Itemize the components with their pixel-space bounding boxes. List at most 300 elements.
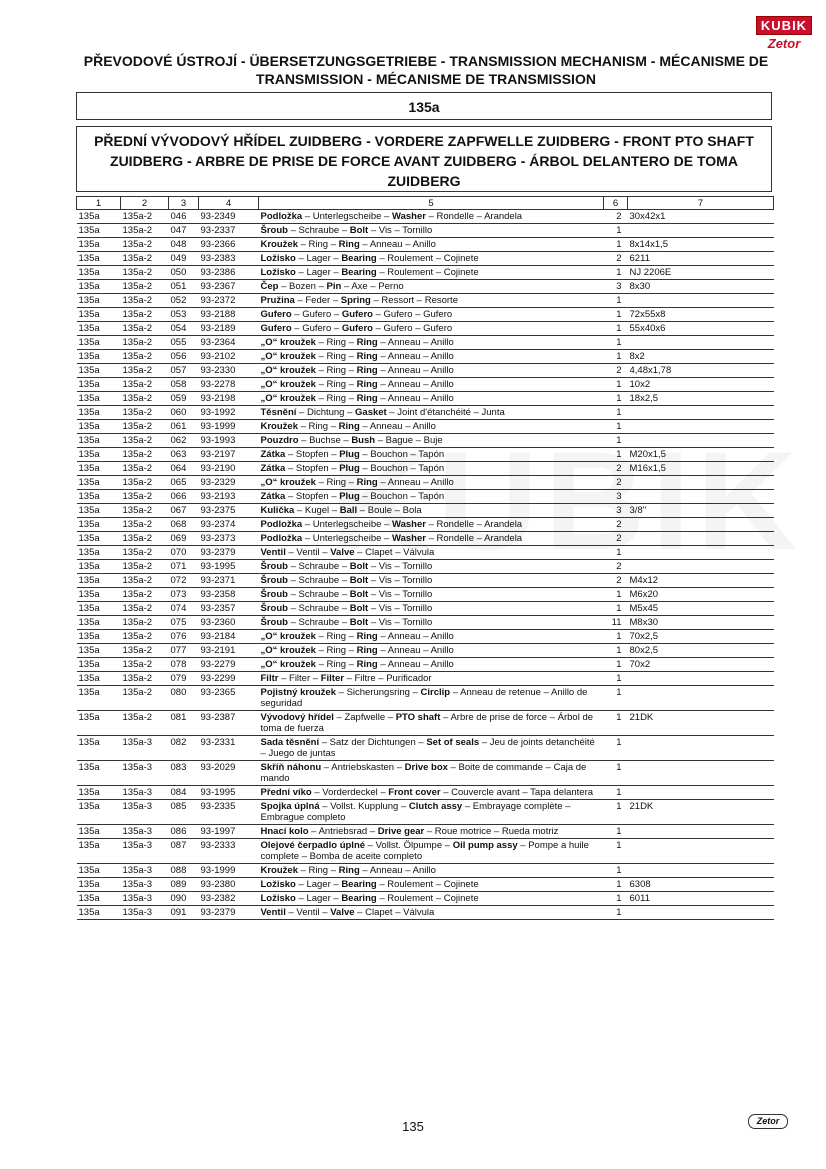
table-cell-col-1: 135a <box>77 294 121 308</box>
table-cell-col-3: 073 <box>169 588 199 602</box>
table-cell-col-6: 1 <box>604 825 628 839</box>
table-cell-col-4: 93-1999 <box>199 864 259 878</box>
table-cell-col-6: 11 <box>604 616 628 630</box>
table-cell-col-5: Zátka – Stopfen – Plug – Bouchon – Tapón <box>259 462 604 476</box>
table-cell-col-3: 087 <box>169 839 199 864</box>
table-cell-col-7: M6x20 <box>628 588 774 602</box>
table-row <box>77 588 774 602</box>
table-cell-col-2: 135a-2 <box>121 546 169 560</box>
table-cell-col-3: 071 <box>169 560 199 574</box>
table-cell-col-5: Kroužek – Ring – Ring – Anneau – Anillo <box>259 238 604 252</box>
table-cell-col-5: „O“ kroužek – Ring – Ring – Anneau – Anillo <box>259 630 604 644</box>
table-cell-col-3: 091 <box>169 906 199 920</box>
table-row <box>77 252 774 266</box>
table-row <box>77 560 774 574</box>
table-cell-col-3: 067 <box>169 504 199 518</box>
table-cell-col-2: 135a-2 <box>121 711 169 736</box>
table-cell-col-2: 135a-2 <box>121 490 169 504</box>
table-cell-col-4: 93-2375 <box>199 504 259 518</box>
table-cell-col-6: 1 <box>604 630 628 644</box>
table-cell-col-1: 135a <box>77 378 121 392</box>
table-cell-col-6: 1 <box>604 658 628 672</box>
table-cell-col-3: 065 <box>169 476 199 490</box>
table-row <box>77 350 774 364</box>
table-cell-col-2: 135a-3 <box>121 906 169 920</box>
table-cell-col-4: 93-2383 <box>199 252 259 266</box>
table-cell-col-2: 135a-2 <box>121 616 169 630</box>
table-cell-col-4: 93-2102 <box>199 350 259 364</box>
table-cell-col-7: NJ 2206E <box>628 266 774 280</box>
table-row <box>77 892 774 906</box>
table-cell-col-4: 93-2367 <box>199 280 259 294</box>
table-cell-col-1: 135a <box>77 434 121 448</box>
table-cell-col-3: 051 <box>169 280 199 294</box>
table-cell-col-1: 135a <box>77 630 121 644</box>
table-cell-col-5: „O“ kroužek – Ring – Ring – Anneau – Anillo <box>259 350 604 364</box>
table-row <box>77 322 774 336</box>
table-cell-col-5: Šroub – Schraube – Bolt – Vis – Tornillo <box>259 224 604 238</box>
table-cell-col-3: 090 <box>169 892 199 906</box>
table-cell-col-5: Gufero – Gufero – Gufero – Gufero – Gufero <box>259 308 604 322</box>
table-cell-col-7 <box>628 336 774 350</box>
table-row <box>77 761 774 786</box>
table-cell-col-5: Ventil – Ventil – Valve – Clapet – Válvula <box>259 546 604 560</box>
table-cell-col-6: 2 <box>604 462 628 476</box>
table-cell-col-5: Kroužek – Ring – Ring – Anneau – Anillo <box>259 864 604 878</box>
table-cell-col-7 <box>628 825 774 839</box>
table-cell-col-3: 052 <box>169 294 199 308</box>
table-cell-col-6: 1 <box>604 906 628 920</box>
table-cell-col-7: M5x45 <box>628 602 774 616</box>
table-cell-col-6: 2 <box>604 210 628 224</box>
table-cell-col-3: 084 <box>169 786 199 800</box>
table-row <box>77 518 774 532</box>
table-cell-col-4: 93-2379 <box>199 906 259 920</box>
table-cell-col-3: 064 <box>169 462 199 476</box>
table-cell-col-4: 93-2198 <box>199 392 259 406</box>
table-cell-col-3: 046 <box>169 210 199 224</box>
table-cell-col-7 <box>628 839 774 864</box>
table-cell-col-6: 3 <box>604 504 628 518</box>
table-cell-col-5: Přední víko – Vorderdeckel – Front cover – Couvercle avant – Tapa delantera <box>259 786 604 800</box>
table-cell-col-1: 135a <box>77 892 121 906</box>
table-cell-col-2: 135a-2 <box>121 518 169 532</box>
table-cell-col-6: 1 <box>604 294 628 308</box>
column-header-4: 4 <box>199 197 259 210</box>
table-cell-col-4: 93-2335 <box>199 800 259 825</box>
table-cell-col-6: 2 <box>604 252 628 266</box>
column-header-1: 1 <box>77 197 121 210</box>
table-cell-col-5: Šroub – Schraube – Bolt – Vis – Tornillo <box>259 616 604 630</box>
table-cell-col-5: Pouzdro – Buchse – Bush – Bague – Buje <box>259 434 604 448</box>
table-row <box>77 906 774 920</box>
table-cell-col-1: 135a <box>77 504 121 518</box>
table-cell-col-7 <box>628 786 774 800</box>
table-cell-col-2: 135a-3 <box>121 864 169 878</box>
table-cell-col-6: 1 <box>604 322 628 336</box>
table-cell-col-2: 135a-2 <box>121 224 169 238</box>
table-cell-col-1: 135a <box>77 252 121 266</box>
table-row <box>77 504 774 518</box>
table-cell-col-7: 8x2 <box>628 350 774 364</box>
table-row <box>77 210 774 224</box>
table-cell-col-2: 135a-2 <box>121 280 169 294</box>
table-row <box>77 616 774 630</box>
table-cell-col-3: 077 <box>169 644 199 658</box>
table-cell-col-7: 72x55x8 <box>628 308 774 322</box>
table-cell-col-2: 135a-2 <box>121 350 169 364</box>
table-cell-col-7: 21DK <box>628 800 774 825</box>
table-cell-col-3: 089 <box>169 878 199 892</box>
zetor-logo-text: Zetor <box>767 36 801 51</box>
table-cell-col-4: 93-2337 <box>199 224 259 238</box>
table-cell-col-7: 10x2 <box>628 378 774 392</box>
table-cell-col-7: 70x2 <box>628 658 774 672</box>
table-cell-col-6: 1 <box>604 864 628 878</box>
table-cell-col-7: 80x2,5 <box>628 644 774 658</box>
table-cell-col-5: „O“ kroužek – Ring – Ring – Anneau – Anillo <box>259 658 604 672</box>
table-cell-col-3: 059 <box>169 392 199 406</box>
table-cell-col-2: 135a-2 <box>121 420 169 434</box>
table-cell-col-3: 072 <box>169 574 199 588</box>
table-row <box>77 406 774 420</box>
title-line-1: PŘEVODOVÉ ÚSTROJÍ - ÜBERSETZUNGSGETRIEBE - TRANSMISSION MECHANISM - MÉCANISME DE <box>83 53 769 69</box>
table-cell-col-5: Gufero – Gufero – Gufero – Gufero – Gufero <box>259 322 604 336</box>
table-row <box>77 546 774 560</box>
table-cell-col-5: Šroub – Schraube – Bolt – Vis – Tornillo <box>259 574 604 588</box>
table-cell-col-3: 079 <box>169 672 199 686</box>
table-cell-col-3: 061 <box>169 420 199 434</box>
table-cell-col-4: 93-2331 <box>199 736 259 761</box>
table-cell-col-4: 93-2278 <box>199 378 259 392</box>
table-cell-col-7: 21DK <box>628 711 774 736</box>
table-body <box>77 210 774 920</box>
table-cell-col-2: 135a-2 <box>121 476 169 490</box>
table-cell-col-6: 1 <box>604 839 628 864</box>
table-cell-col-4: 93-2279 <box>199 658 259 672</box>
table-row <box>77 476 774 490</box>
table-cell-col-7 <box>628 490 774 504</box>
table-cell-col-4: 93-2197 <box>199 448 259 462</box>
table-cell-col-3: 074 <box>169 602 199 616</box>
kubik-logo-text: KUBIK <box>756 16 812 35</box>
table-cell-col-4: 93-2299 <box>199 672 259 686</box>
table-cell-col-7 <box>628 406 774 420</box>
table-cell-col-5: Ložisko – Lager – Bearing – Roulement – Cojinete <box>259 266 604 280</box>
table-row <box>77 238 774 252</box>
table-cell-col-6: 1 <box>604 448 628 462</box>
table-cell-col-7 <box>628 294 774 308</box>
table-row <box>77 602 774 616</box>
table-cell-col-6: 1 <box>604 800 628 825</box>
table-cell-col-2: 135a-2 <box>121 210 169 224</box>
table-cell-col-5: Zátka – Stopfen – Plug – Bouchon – Tapón <box>259 448 604 462</box>
table-cell-col-3: 069 <box>169 532 199 546</box>
table-cell-col-2: 135a-2 <box>121 574 169 588</box>
table-cell-col-2: 135a-3 <box>121 800 169 825</box>
table-cell-col-3: 082 <box>169 736 199 761</box>
table-row <box>77 736 774 761</box>
table-cell-col-2: 135a-3 <box>121 786 169 800</box>
table-cell-col-1: 135a <box>77 658 121 672</box>
table-cell-col-2: 135a-2 <box>121 560 169 574</box>
table-cell-col-7: 18x2,5 <box>628 392 774 406</box>
table-row <box>77 420 774 434</box>
table-cell-col-1: 135a <box>77 224 121 238</box>
table-cell-col-5: Podložka – Unterlegscheibe – Washer – Rondelle – Arandela <box>259 210 604 224</box>
table-cell-col-5: Pružina – Feder – Spring – Ressort – Resorte <box>259 294 604 308</box>
table-cell-col-6: 1 <box>604 602 628 616</box>
table-cell-col-3: 070 <box>169 546 199 560</box>
subtitle-line-3: ZUIDBERG <box>387 173 461 189</box>
table-cell-col-7: M8x30 <box>628 616 774 630</box>
table-cell-col-2: 135a-2 <box>121 252 169 266</box>
table-cell-col-5: „O“ kroužek – Ring – Ring – Anneau – Anillo <box>259 644 604 658</box>
table-row <box>77 378 774 392</box>
table-row <box>77 672 774 686</box>
table-cell-col-4: 93-2379 <box>199 546 259 560</box>
table-cell-col-1: 135a <box>77 476 121 490</box>
table-cell-col-1: 135a <box>77 574 121 588</box>
table-cell-col-4: 93-2374 <box>199 518 259 532</box>
page-number: 135 <box>402 1119 424 1134</box>
table-cell-col-6: 1 <box>604 546 628 560</box>
table-cell-col-1: 135a <box>77 644 121 658</box>
table-cell-col-2: 135a-2 <box>121 532 169 546</box>
title-line-2: TRANSMISSION - MÉCANISME DE TRANSMISSION <box>256 71 596 87</box>
table-cell-col-5: Ložisko – Lager – Bearing – Roulement – Cojinete <box>259 878 604 892</box>
table-cell-col-5: Ventil – Ventil – Valve – Clapet – Válvula <box>259 906 604 920</box>
table-cell-col-2: 135a-3 <box>121 825 169 839</box>
table-cell-col-1: 135a <box>77 238 121 252</box>
table-cell-col-7 <box>628 434 774 448</box>
table-cell-col-4: 93-2349 <box>199 210 259 224</box>
table-cell-col-3: 060 <box>169 406 199 420</box>
table-cell-col-7: 6011 <box>628 892 774 906</box>
table-cell-col-4: 93-1997 <box>199 825 259 839</box>
table-cell-col-2: 135a-2 <box>121 266 169 280</box>
table-cell-col-7 <box>628 224 774 238</box>
table-cell-col-5: Ložisko – Lager – Bearing – Roulement – Cojinete <box>259 892 604 906</box>
table-cell-col-7: 8x30 <box>628 280 774 294</box>
table-row <box>77 336 774 350</box>
table-cell-col-3: 088 <box>169 864 199 878</box>
table-cell-col-2: 135a-2 <box>121 238 169 252</box>
table-cell-col-4: 93-2188 <box>199 308 259 322</box>
table-cell-col-6: 2 <box>604 560 628 574</box>
table-cell-col-7 <box>628 476 774 490</box>
column-header-7: 7 <box>628 197 774 210</box>
table-row <box>77 462 774 476</box>
table-cell-col-1: 135a <box>77 518 121 532</box>
table-row <box>77 532 774 546</box>
table-cell-col-4: 93-2358 <box>199 588 259 602</box>
table-cell-col-6: 1 <box>604 761 628 786</box>
table-cell-col-5: „O“ kroužek – Ring – Ring – Anneau – Anillo <box>259 476 604 490</box>
table-cell-col-6: 1 <box>604 588 628 602</box>
table-row <box>77 224 774 238</box>
table-cell-col-1: 135a <box>77 672 121 686</box>
table-cell-col-1: 135a <box>77 462 121 476</box>
column-header-2: 2 <box>121 197 169 210</box>
table-cell-col-5: „O“ kroužek – Ring – Ring – Anneau – Anillo <box>259 364 604 378</box>
table-cell-col-7: M20x1,5 <box>628 448 774 462</box>
table-cell-col-3: 047 <box>169 224 199 238</box>
table-cell-col-5: Podložka – Unterlegscheibe – Washer – Rondelle – Arandela <box>259 532 604 546</box>
table-cell-col-3: 083 <box>169 761 199 786</box>
table-cell-col-1: 135a <box>77 906 121 920</box>
table-cell-col-3: 078 <box>169 658 199 672</box>
table-cell-col-6: 3 <box>604 280 628 294</box>
table-row <box>77 308 774 322</box>
table-cell-col-5: Sada těsnění – Satz der Dichtungen – Set of seals – Jeu de joints detanchéité – Juego de juntas <box>259 736 604 761</box>
kubik-zetor-logo <box>756 16 812 51</box>
table-cell-col-6: 1 <box>604 711 628 736</box>
table-cell-col-3: 081 <box>169 711 199 736</box>
table-cell-col-3: 050 <box>169 266 199 280</box>
table-cell-col-6: 1 <box>604 266 628 280</box>
table-cell-col-1: 135a <box>77 406 121 420</box>
table-cell-col-1: 135a <box>77 711 121 736</box>
table-cell-col-6: 1 <box>604 392 628 406</box>
table-cell-col-7: 55x40x6 <box>628 322 774 336</box>
zetor-footer-logo: Zetor <box>748 1114 788 1129</box>
table-cell-col-1: 135a <box>77 280 121 294</box>
table-row <box>77 658 774 672</box>
table-cell-col-2: 135a-2 <box>121 462 169 476</box>
table-cell-col-2: 135a-2 <box>121 658 169 672</box>
table-cell-col-1: 135a <box>77 800 121 825</box>
table-cell-col-7 <box>628 420 774 434</box>
table-cell-col-2: 135a-3 <box>121 736 169 761</box>
table-cell-col-2: 135a-2 <box>121 392 169 406</box>
table-cell-col-2: 135a-3 <box>121 761 169 786</box>
table-cell-col-6: 1 <box>604 686 628 711</box>
table-row <box>77 630 774 644</box>
table-cell-col-3: 056 <box>169 350 199 364</box>
table-cell-col-6: 1 <box>604 786 628 800</box>
table-cell-col-5: „O“ kroužek – Ring – Ring – Anneau – Anillo <box>259 378 604 392</box>
table-cell-col-3: 075 <box>169 616 199 630</box>
table-cell-col-6: 2 <box>604 532 628 546</box>
table-row <box>77 711 774 736</box>
table-cell-col-3: 057 <box>169 364 199 378</box>
table-cell-col-2: 135a-2 <box>121 364 169 378</box>
table-cell-col-6: 1 <box>604 644 628 658</box>
table-cell-col-5: Těsnění – Dichtung – Gasket – Joint d'étanchéité – Junta <box>259 406 604 420</box>
table-cell-col-6: 1 <box>604 336 628 350</box>
table-cell-col-1: 135a <box>77 761 121 786</box>
table-cell-col-1: 135a <box>77 786 121 800</box>
table-cell-col-7 <box>628 518 774 532</box>
table-cell-col-1: 135a <box>77 210 121 224</box>
table-cell-col-5: Ložisko – Lager – Bearing – Roulement – Cojinete <box>259 252 604 266</box>
table-cell-col-3: 086 <box>169 825 199 839</box>
table-cell-col-1: 135a <box>77 350 121 364</box>
table-cell-col-6: 1 <box>604 878 628 892</box>
section-subtitle <box>76 126 772 192</box>
table-cell-col-1: 135a <box>77 392 121 406</box>
table-cell-col-4: 93-2360 <box>199 616 259 630</box>
table-row <box>77 490 774 504</box>
table-cell-col-7 <box>628 736 774 761</box>
table-cell-col-5: Spojka úplná – Vollst. Kupplung – Clutch assy – Embrayage complète – Embrague completo <box>259 800 604 825</box>
table-cell-col-4: 93-2190 <box>199 462 259 476</box>
table-cell-col-4: 93-2371 <box>199 574 259 588</box>
table-cell-col-7: 3/8" <box>628 504 774 518</box>
table-row <box>77 864 774 878</box>
table-header-row <box>77 197 774 210</box>
table-cell-col-1: 135a <box>77 336 121 350</box>
table-cell-col-6: 1 <box>604 224 628 238</box>
table-cell-col-4: 93-1999 <box>199 420 259 434</box>
table-cell-col-1: 135a <box>77 546 121 560</box>
table-cell-col-4: 93-2387 <box>199 711 259 736</box>
table-cell-col-7 <box>628 761 774 786</box>
table-row <box>77 448 774 462</box>
table-cell-col-2: 135a-2 <box>121 630 169 644</box>
table-cell-col-3: 080 <box>169 686 199 711</box>
table-row <box>77 434 774 448</box>
table-cell-col-5: Podložka – Unterlegscheibe – Washer – Rondelle – Arandela <box>259 518 604 532</box>
table-cell-col-5: Kulička – Kugel – Ball – Boule – Bola <box>259 504 604 518</box>
table-cell-col-4: 93-2357 <box>199 602 259 616</box>
table-row <box>77 878 774 892</box>
table-cell-col-7: 6211 <box>628 252 774 266</box>
table-cell-col-6: 1 <box>604 892 628 906</box>
table-cell-col-4: 93-2366 <box>199 238 259 252</box>
table-cell-col-6: 1 <box>604 406 628 420</box>
table-cell-col-5: Skříň náhonu – Antriebskasten – Drive box – Boite de commande – Caja de mando <box>259 761 604 786</box>
table-cell-col-7 <box>628 546 774 560</box>
table-cell-col-5: „O“ kroužek – Ring – Ring – Anneau – Anillo <box>259 336 604 350</box>
table-cell-col-4: 93-2191 <box>199 644 259 658</box>
table-cell-col-4: 93-2380 <box>199 878 259 892</box>
table-cell-col-4: 93-2330 <box>199 364 259 378</box>
table-cell-col-4: 93-2333 <box>199 839 259 864</box>
table-cell-col-7 <box>628 672 774 686</box>
table-cell-col-2: 135a-2 <box>121 602 169 616</box>
table-cell-col-1: 135a <box>77 560 121 574</box>
table-row <box>77 839 774 864</box>
table-cell-col-1: 135a <box>77 364 121 378</box>
table-cell-col-2: 135a-3 <box>121 892 169 906</box>
table-cell-col-1: 135a <box>77 490 121 504</box>
table-cell-col-6: 2 <box>604 364 628 378</box>
table-cell-col-2: 135a-2 <box>121 686 169 711</box>
table-row <box>77 280 774 294</box>
column-header-5: 5 <box>259 197 604 210</box>
table-cell-col-6: 1 <box>604 420 628 434</box>
table-cell-col-1: 135a <box>77 588 121 602</box>
table-cell-col-2: 135a-2 <box>121 336 169 350</box>
table-cell-col-6: 1 <box>604 350 628 364</box>
table-row <box>77 825 774 839</box>
table-cell-col-4: 93-2386 <box>199 266 259 280</box>
page-title <box>78 52 774 88</box>
table-cell-col-6: 1 <box>604 672 628 686</box>
table-cell-col-3: 076 <box>169 630 199 644</box>
table-cell-col-7: 6308 <box>628 878 774 892</box>
subtitle-line-1: PŘEDNÍ VÝVODOVÝ HŘÍDEL ZUIDBERG - VORDERE ZAPFWELLE ZUIDBERG - FRONT PTO SHAFT <box>94 133 754 149</box>
table-cell-col-2: 135a-2 <box>121 322 169 336</box>
table-cell-col-2: 135a-2 <box>121 434 169 448</box>
table-row <box>77 644 774 658</box>
table-cell-col-5: Pojistný kroužek – Sicherungsring – Circlip – Anneau de retenue – Anillo de seguridad <box>259 686 604 711</box>
table-cell-col-4: 93-1993 <box>199 434 259 448</box>
table-row <box>77 786 774 800</box>
table-cell-col-3: 085 <box>169 800 199 825</box>
